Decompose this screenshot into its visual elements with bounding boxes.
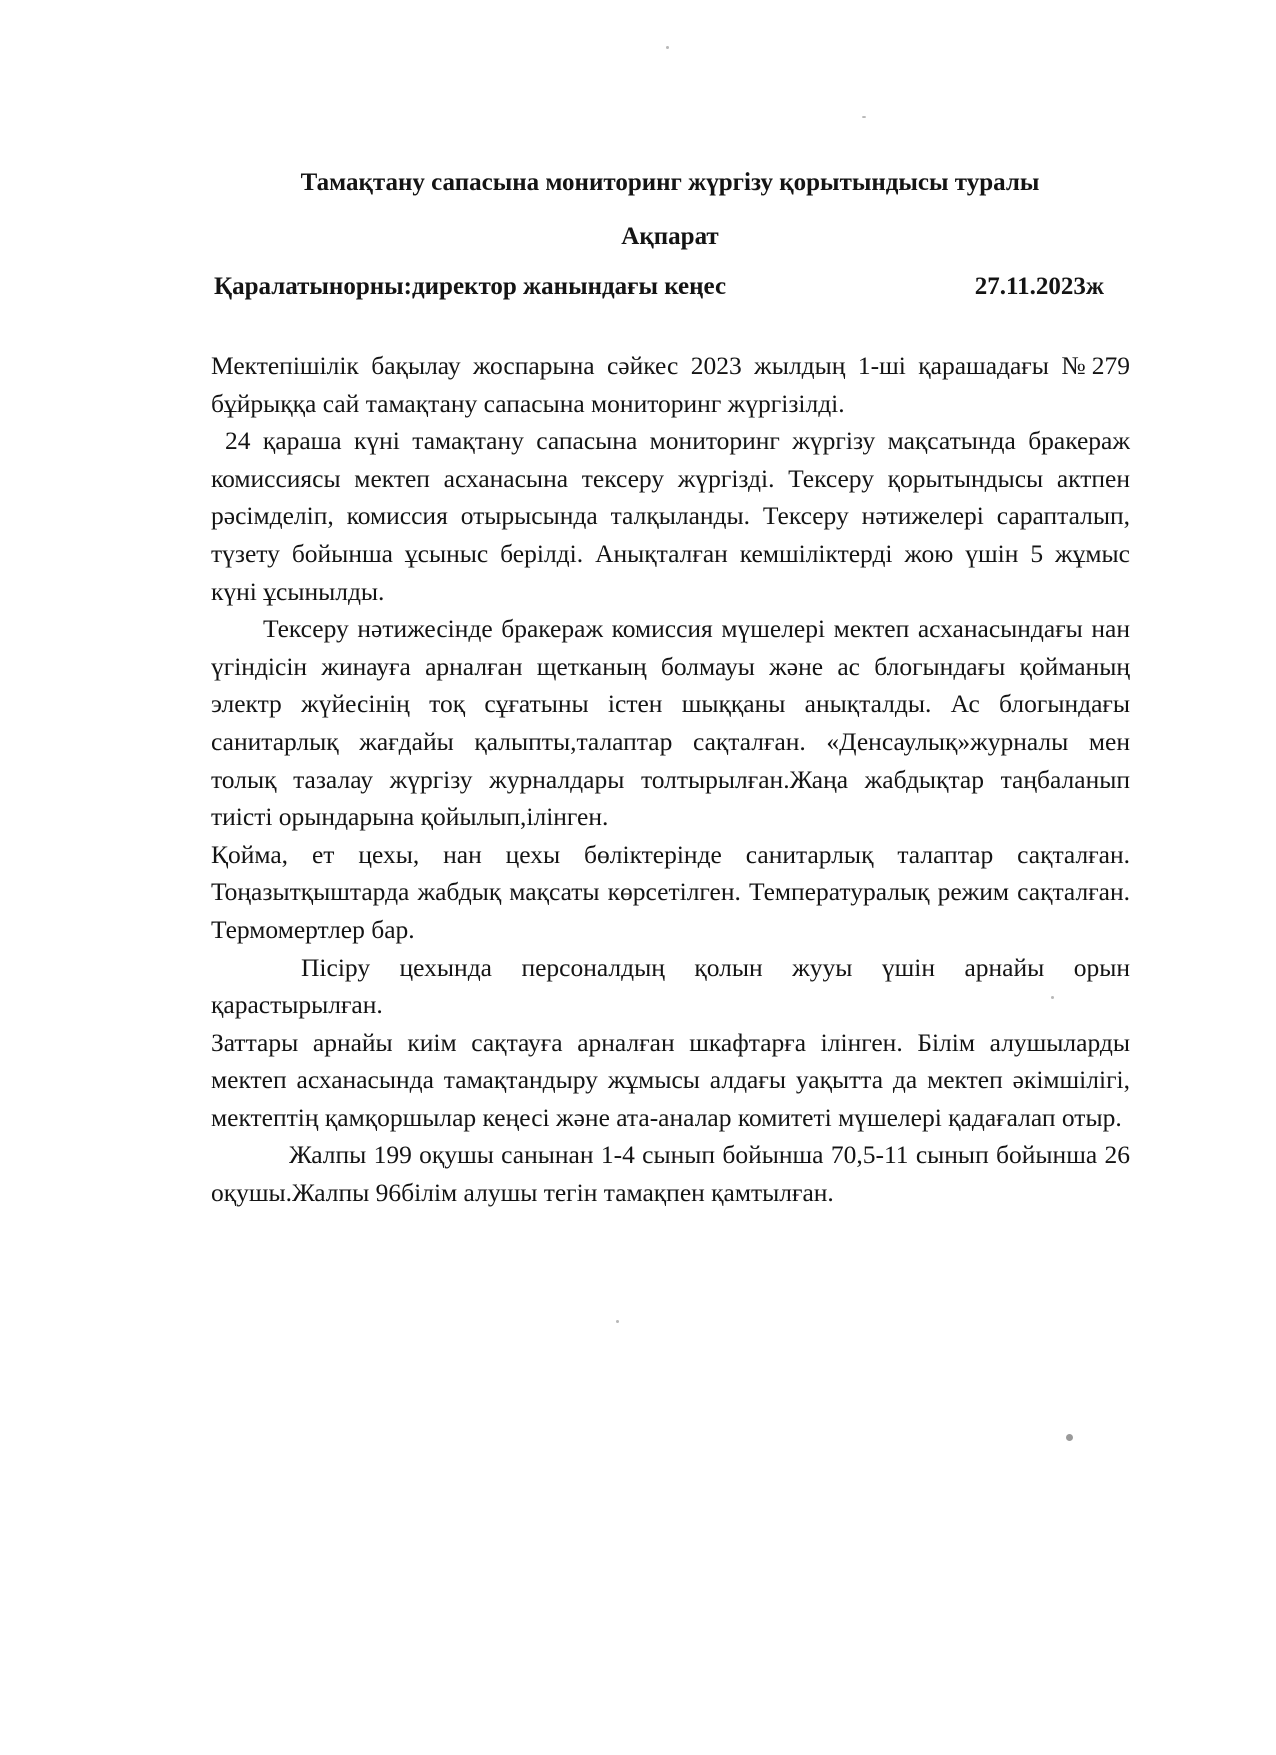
paragraph-6: Заттары арнайы киім сақтауға арналған шкафтарға ілінген. Білім алушыларды мектеп асханасында тамақтандыру жұмысы алдағы уақытта да мектеп әкімшілігі, мектептің қамқоршылар кеңесі және ата-аналар комитеті мүшелері қадағалап отыр. (211, 1027, 1130, 1132)
review-place-label: Қаралатынорны:директор жанындағы кеңес (214, 273, 727, 300)
document-date: 27.11.2023ж (974, 273, 1104, 300)
review-meta-row (214, 272, 1104, 304)
scan-speck (1051, 996, 1054, 999)
scan-speck (1066, 1434, 1073, 1441)
paragraph-3: Тексеру нәтижесінде бракераж комиссия мүшелері мектеп асханасындағы нан үгіндісін жинауға арналған щетканың болмауы және ас блогындағы қойманың электр жүйесінің тоқ сұғатыны істен шыққаны анықталды. Ас блогындағы санитарлық жағдайы қалыпты,талаптар сақталған. «Денсаулық»журналы мен толық тазалау жүргізу журналдары толтырылған.Жаңа жабдықтар таңбаланып тиісті орындарына қойылып,ілінген. (211, 614, 1130, 832)
document-subtitle: Ақпарат (621, 223, 719, 250)
paragraph-2: 24 қараша күні тамақтану сапасына мониторинг жүргізу мақсатында бракераж комиссиясы мектеп асханасына тексеру жүргізді. Тексеру қорытындысы актпен рәсімделіп, комиссия отырысында талқыланды. Тексеру нәтижелері сарапталып, түзету бойынша ұсыныс берілді. Анықталған кемшіліктерді жою үшін 5 жұмыс күні ұсынылды. (211, 426, 1130, 606)
scan-speck (616, 1320, 619, 1323)
paragraph-5: Пісіру цехында персоналдың қолын жууы үшін арнайы орын қарастырылған. (211, 952, 1130, 1020)
document-body (211, 347, 1130, 1212)
scan-speck (862, 116, 866, 118)
document-title: Тамақтану сапасына мониторинг жүргізу қорытындысы туралы (300, 169, 1040, 196)
paragraph-7: Жалпы 199 оқушы санынан 1-4 сынып бойынша 70,5-11 сынып бойынша 26 оқушы.Жалпы 96білім алушы тегін тамақпен қамтылған. (211, 1140, 1130, 1208)
paragraph-4: Қойма, ет цехы, нан цехы бөліктерінде санитарлық талаптар сақталған. Тоңазытқыштарда жабдық мақсаты көрсетілген. Температуралық режим сақталған. Термомертлер бар. (211, 839, 1130, 944)
paragraph-1: Мектепішілік бақылау жоспарына сәйкес 2023 жылдың 1-ші қарашадағы №279 бұйрыққа сай тамақтану сапасына мониторинг жүргізілді. (211, 351, 1130, 418)
scan-speck (666, 46, 669, 49)
